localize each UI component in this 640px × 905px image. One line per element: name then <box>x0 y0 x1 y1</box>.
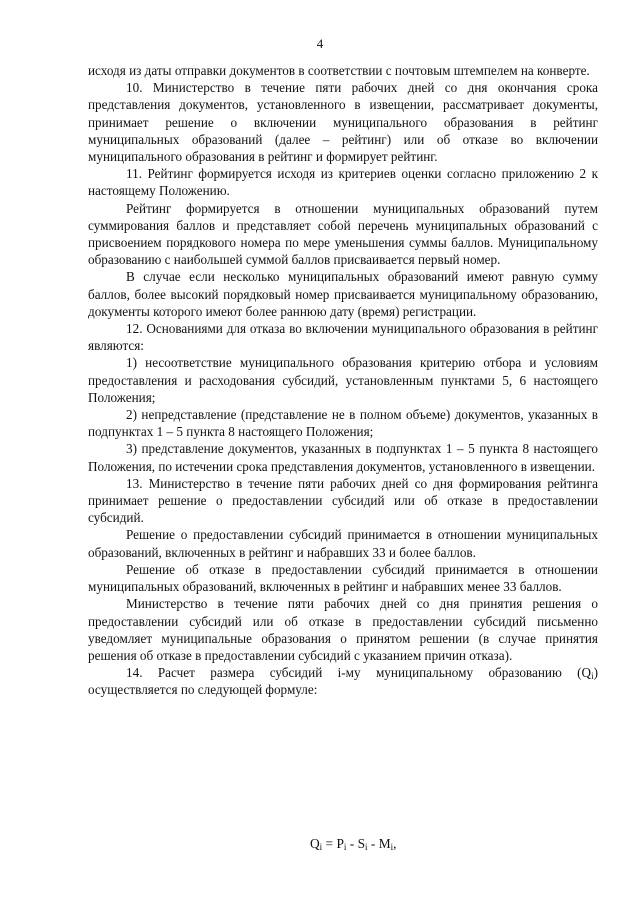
paragraph: 3) представление документов, указанных в подпунктах 1 – 5 пункта 8 настоящего Положения, по истечении срока представления документов, установленного в извещении. <box>88 441 598 474</box>
formula-minus-2: - <box>367 836 379 851</box>
formula-p-subscript: i <box>343 842 347 852</box>
document-body <box>88 62 598 699</box>
paragraph: 10. Министерство в течение пяти рабочих дней со дня окончания срока представления документов, установленного в извещении, рассматривает документы, принимает решение о включении муниципального образования в рейтинг муниципальных образований (далее – рейтинг) или об отказе во включении муниципального образования в рейтинг и формирует рейтинг. <box>88 80 598 165</box>
p14-subscript: i <box>591 671 594 682</box>
formula-m: M <box>378 836 391 851</box>
paragraph: В случае если несколько муниципальных образований имеют равную сумму баллов, более высокий порядковый номер присваивается муниципальному образованию, документы которого имеют более раннюю дату (время) регистрации. <box>88 269 598 319</box>
formula-m-subscript: i <box>390 842 394 852</box>
formula-equals: = <box>322 836 337 851</box>
page-number: 4 <box>316 36 324 51</box>
paragraph: 12. Основаниями для отказа во включении муниципального образования в рейтинг являются: <box>88 321 598 354</box>
paragraph-14 <box>88 664 598 698</box>
paragraph: 2) непредставление (представление не в полном объеме) документов, указанных в подпунктах 1 – 5 пункта 8 настоящего Положения; <box>88 407 598 440</box>
paragraph: Рейтинг формируется в отношении муниципальных образований путем суммирования баллов и представляет собой перечень муниципальных образований с присвоением порядкового номера по мере уменьшения суммы баллов. Муниципальному образованию с наибольшей суммой баллов присваивается первый номер. <box>88 200 598 268</box>
p14-text-before: 14. Расчет размера субсидий i-му муниципальному образованию (Q <box>126 665 592 681</box>
formula-s: S <box>357 836 366 851</box>
paragraph: 13. Министерство в течение пяти рабочих дней со дня формирования рейтинга принимает решение о предоставлении субсидий или об отказе в предоставлении субсидий. <box>88 475 598 526</box>
formula-p: P <box>336 836 344 851</box>
formula-q: Q <box>310 836 320 851</box>
paragraph: 1) несоответствие муниципального образования критерию отбора и условиям предоставления и расходования субсидий, установленным пунктами 5, 6 настоящего Положения; <box>88 355 598 405</box>
formula-s-subscript: i <box>365 842 368 852</box>
subsidy-formula <box>310 836 396 852</box>
paragraph: исходя из даты отправки документов в соответствии с почтовым штемпелем на конверте. <box>88 63 590 78</box>
formula-q-subscript: i <box>319 842 323 852</box>
p14-text-after: ) осуществляется по следующей формуле: <box>88 665 598 698</box>
paragraph: Министерство в течение пяти рабочих дней со дня принятия решения о предоставлении субсидий или об отказе в предоставлении субсидий письменно уведомляет муниципальные образования о принятом решении (в случае принятия решения об отказе в предоставлении субсидий с указанием причин отказа). <box>88 596 598 663</box>
paragraph: Решение о предоставлении субсидий принимается в отношении муниципальных образований, включенных в рейтинг и набравших 33 и более баллов. <box>88 527 598 560</box>
formula-tail: , <box>393 836 397 851</box>
paragraph: Решение об отказе в предоставлении субсидий принимается в отношении муниципальных образований, включенных в рейтинг и набравших менее 33 баллов. <box>88 561 598 595</box>
formula-minus-1: - <box>346 836 358 851</box>
paragraph: 11. Рейтинг формируется исходя из критериев оценки согласно приложению 2 к настоящему Положению. <box>88 166 598 199</box>
